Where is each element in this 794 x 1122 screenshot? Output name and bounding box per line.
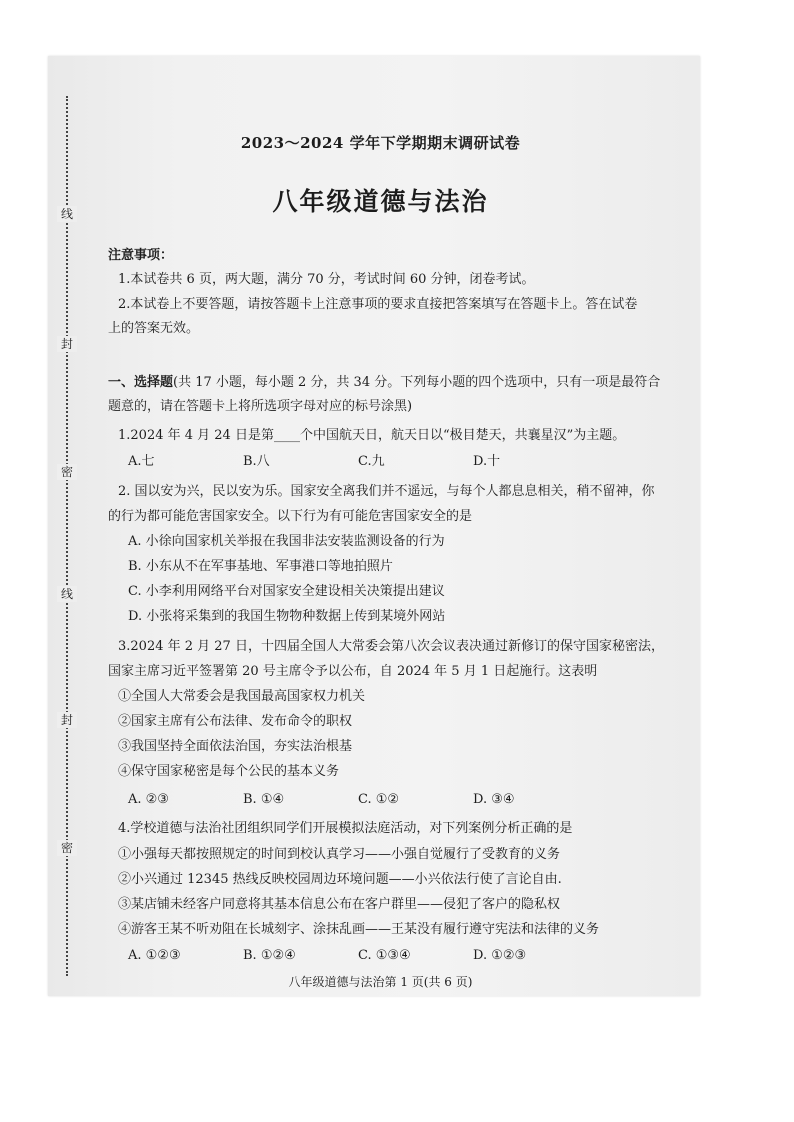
section-1-label: 一、选择题 [108,375,174,390]
question-3-stem-line-1: 3.2024 年 2 月 27 日，十四届全国人大常委会第八次会议表决通过新修订的保守国家秘密法， [118,639,664,654]
margin-mark-xian-2: 线 [57,586,77,602]
question-3-stem-line-2: 国家主席习近平签署第 20 号主席令予以公布，自 2024 年 5 月 1 日起施行。这表明 [108,664,598,679]
notes-item-2-line-1: 2.本试卷上不要答题，请按答题卡上注意事项的要求直接把答案填写在答题卡上。答在试卷 [118,297,638,312]
question-1-option-d: D.十 [473,454,501,469]
section-1-description-line-2: 题意的，请在答题卡上将所选项字母对应的标号涂黑) [108,399,413,414]
question-3-option-c: C. ①② [358,792,400,807]
question-2-option-a: A. 小徐向国家机关举报在我国非法安装监测设备的行为 [128,534,445,549]
section-1-description: (共 17 小题，每小题 2 分，共 34 分。下列每小题的四个选项中，只有一项是最符合 [173,375,661,390]
margin-mark-feng: 封 [57,336,77,352]
question-3-statement-2: ②国家主席有公布法律、发布命令的职权 [118,714,353,729]
notes-item-1: 1.本试卷共 6 页，两大题，满分 70 分，考试时间 60 分钟，闭卷考试。 [118,272,535,287]
question-1-option-b: B.八 [243,454,270,469]
question-2-option-c: C. 小李利用网络平台对国家安全建设相关决策提出建议 [128,584,445,599]
question-3-statement-1: ①全国人大常委会是我国最高国家权力机关 [118,689,366,704]
question-2-stem-line-1: 2. 国以安为兴，民以安为乐。国家安全离我们并不遥远，与每个人都息息相关，稍不留神，你 [118,484,655,499]
question-4-option-c: C. ①③④ [358,948,411,963]
question-4-stem: 4.学校道德与法治社团组织同学们开展模拟法庭活动，对下列案例分析正确的是 [118,821,573,836]
question-3-option-a: A. ②③ [128,792,169,807]
question-1-stem: 1.2024 年 4 月 24 日是第____个中国航天日，航天日以“极目楚天，共襄星汉”为主题。 [118,428,626,443]
notes-item-2-line-2: 上的答案无效。 [108,321,200,336]
page-footer: 八年级道德与法治第 1 页(共 6 页) [288,975,473,989]
exam-title: 2023～2024 学年下学期期末调研试卷 [240,134,521,152]
margin-mark-feng-2: 封 [57,712,77,728]
question-1-option-a: A.七 [128,454,155,469]
question-4-option-a: A. ①②③ [128,948,181,963]
exam-paper [48,56,700,996]
question-4-option-d: D. ①②③ [473,948,527,963]
margin-mark-mi-2: 密 [57,840,77,856]
question-4-option-b: B. ①②④ [243,948,296,963]
question-4-statement-1: ①小强每天都按照规定的时间到校认真学习——小强自觉履行了受教育的义务 [118,847,561,862]
question-4-statement-3: ③某店铺未经客户同意将其基本信息公布在客户群里——侵犯了客户的隐私权 [118,897,561,912]
question-2-option-b: B. 小东从不在军事基地、军事港口等地拍照片 [128,559,393,574]
question-4-statement-4: ④游客王某不听劝阻在长城刻字、涂抹乱画——王某没有履行遵守宪法和法律的义务 [118,922,600,937]
question-2-option-d: D. 小张将采集到的我国生物物种数据上传到某境外网站 [128,609,446,624]
question-4-statement-2: ②小兴通过 12345 热线反映校园周边环境问题——小兴依法行使了言论自由. [118,872,562,887]
question-3-statement-3: ③我国坚持全面依法治国，夯实法治根基 [118,739,353,754]
question-3-option-d: D. ③④ [473,792,515,807]
margin-mark-xian: 线 [57,206,77,222]
question-2-stem-line-2: 的行为都可能危害国家安全。以下行为有可能危害国家安全的是 [108,509,473,524]
question-3-option-b: B. ①④ [243,792,285,807]
margin-mark-mi: 密 [57,464,77,480]
question-3-statement-4: ④保守国家秘密是每个公民的基本义务 [118,764,340,779]
section-1-heading [108,374,660,392]
subject-title: 八年级道德与法治 [272,187,489,216]
question-1-option-c: C.九 [358,454,385,469]
notes-heading: 注意事项： [108,248,174,263]
